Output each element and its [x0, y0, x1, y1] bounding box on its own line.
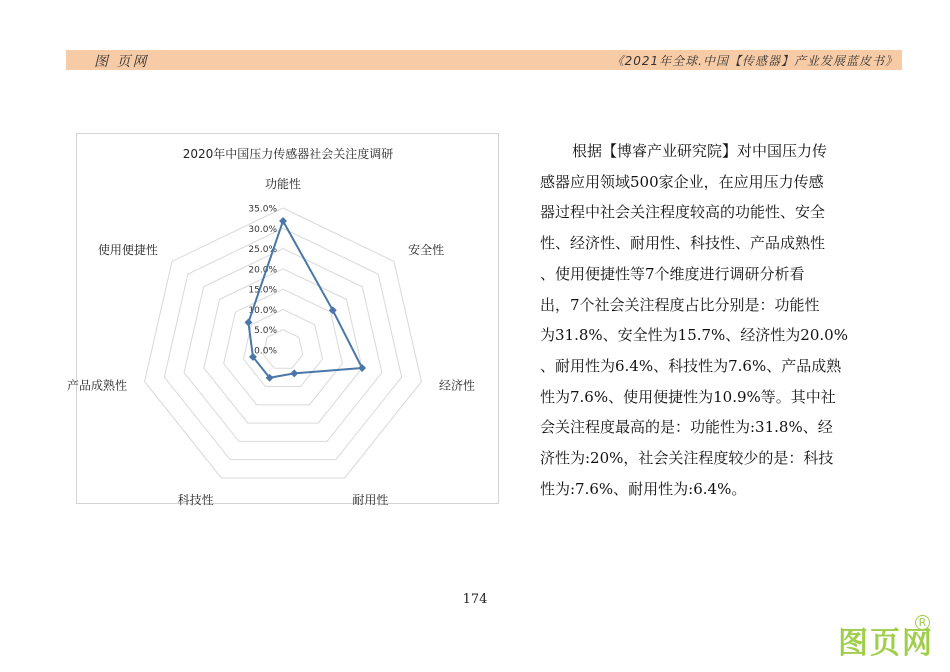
- radar-point: [279, 217, 287, 225]
- radar-grid-ring: [184, 249, 382, 442]
- paragraph-line: 出，7个社会关注程度占比分别是：功能性: [540, 295, 820, 314]
- radar-tick-label: 0.0%: [254, 346, 277, 357]
- radar-grid: [145, 208, 422, 478]
- radar-point: [329, 306, 337, 314]
- radar-tick-label: 25.0%: [248, 245, 277, 256]
- paragraph-line: 、使用便捷性等7个维度进行调研分析看: [540, 264, 805, 283]
- radar-point: [290, 369, 298, 377]
- header-band: [66, 50, 902, 70]
- radar-category-label: 经济性: [438, 378, 476, 393]
- paragraph-line: 性为7.6%、使用便捷性为10.9%等。其中社: [540, 387, 836, 406]
- paragraph-line: 济性为:20%，社会关注程度较少的是：科技: [540, 449, 834, 468]
- header-right-title: 《2021年全球.中国【传感器】产业发展蓝皮书》: [611, 54, 898, 68]
- radar-category-label: 科技性: [177, 493, 214, 508]
- paragraph-line: 器过程中社会关注程度较高的功能性、安全: [540, 203, 826, 222]
- radar-category-label: 安全性: [408, 243, 445, 258]
- radar-category-label: 产品成熟性: [66, 378, 128, 393]
- radar-tick-label: 35.0%: [248, 204, 277, 215]
- paragraph-line: 感器应用领域500家企业，在应用压力传感: [540, 172, 824, 191]
- radar-category-label: 使用便捷性: [97, 243, 158, 258]
- radar-grid-ring: [224, 289, 343, 405]
- paragraph-line: 性为:7.6%、耐用性为:6.4%。: [540, 479, 747, 498]
- radar-category-label: 功能性: [264, 177, 302, 191]
- watermark-logo: 图页网: [838, 626, 934, 661]
- paragraph-line: 为31.8%、安全性为15.7%、经济性为20.0%: [540, 326, 848, 345]
- chart-title: 2020年中国压力传感器社会关注度调研: [182, 147, 394, 161]
- paragraph-line: 根据【博睿产业研究院】对中国压力传: [572, 142, 828, 160]
- radar-tick-label: 15.0%: [248, 285, 277, 296]
- paragraph-line: 、耐用性为6.4%、科技性为7.6%、产品成熟: [540, 356, 842, 375]
- radar-category-label: 耐用性: [352, 493, 389, 508]
- header-left-title: 图 页网: [94, 54, 149, 70]
- radar-tick-label: 30.0%: [248, 224, 277, 235]
- radar-chart: [66, 133, 499, 508]
- page-number: 174: [462, 592, 488, 607]
- paragraph-line: 会关注程度最高的是：功能性为:31.8%、经: [540, 418, 833, 437]
- radar-tick-label: 10.0%: [248, 305, 277, 316]
- radar-tick-label: 5.0%: [254, 326, 277, 337]
- body-paragraph: [540, 136, 860, 504]
- radar-chart-svg: [66, 134, 500, 508]
- watermark-registered-mark: R: [915, 615, 930, 630]
- radar-grid-ring: [164, 228, 401, 459]
- paragraph-line: 性、经济性、耐用性、科技性、产品成熟性: [540, 234, 826, 253]
- radar-tick-label: 20.0%: [248, 265, 277, 276]
